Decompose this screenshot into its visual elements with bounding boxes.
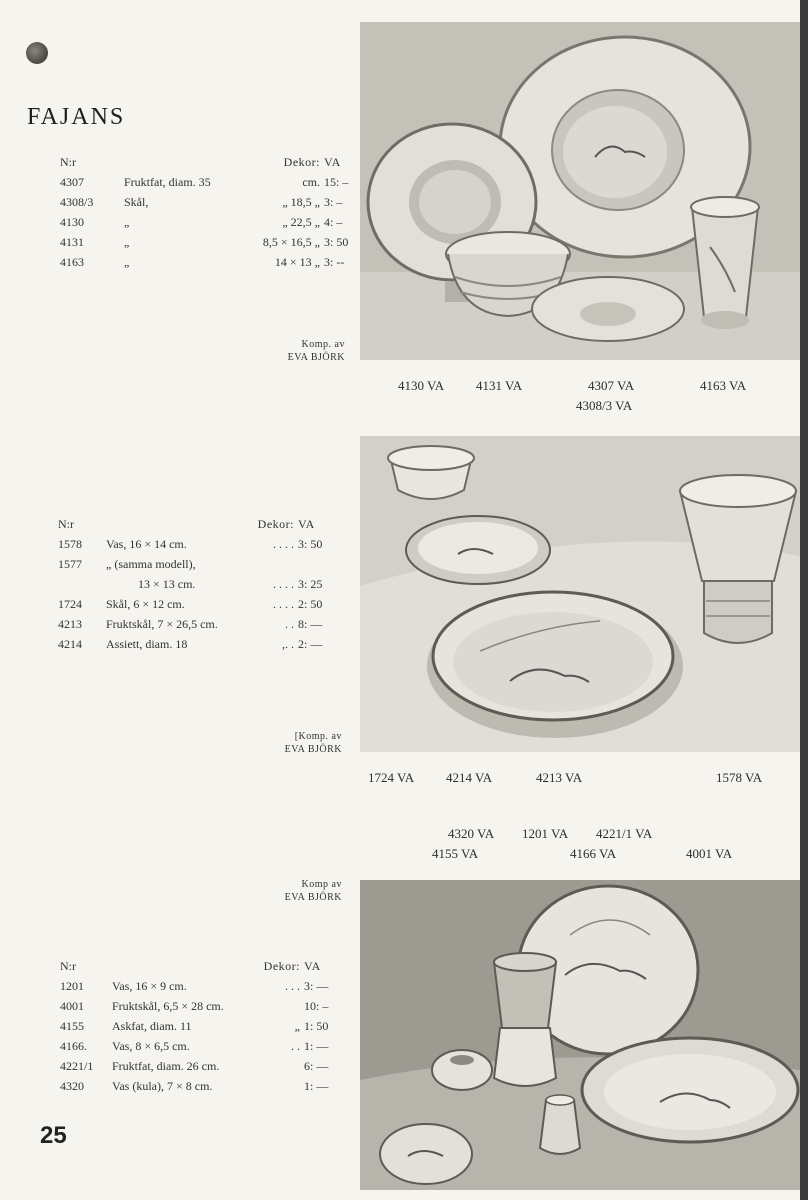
list-item: 4001 Fruktskål, 6,5 × 28 cm. 10: – <box>60 998 329 1013</box>
product-photo-2 <box>360 436 800 752</box>
photo-caption: 4001 VA <box>686 846 733 861</box>
designer-credit-2: [Komp. av EVA BJÖRK <box>284 731 342 755</box>
header-va: VA <box>304 958 321 973</box>
list-item: 4130 „ „ 22,5 „ 4: – <box>60 214 343 229</box>
price-list-3 <box>60 956 344 1096</box>
product-photo-1 <box>360 22 800 360</box>
price-list-2 <box>58 514 336 654</box>
list-item: 4131 „ 8,5 × 16,5 „ 3: 50 <box>60 234 349 249</box>
list-item: 1577 „ (samma modell), <box>58 556 196 571</box>
list-item: 4320 Vas (kula), 7 × 8 cm. 1: — <box>60 1078 329 1093</box>
photo-caption: 4308/3 VA <box>576 398 633 413</box>
header-nr: N:r <box>60 958 76 973</box>
header-nr: N:r <box>58 516 74 531</box>
page-edge <box>800 0 808 1200</box>
designer-credit-3: Komp av EVA BJÖRK <box>284 879 342 903</box>
list-item: 4308/3 Skål, „ 18,5 „ 3: – <box>60 194 343 209</box>
photo-caption: 4320 VA <box>448 826 495 841</box>
photo-caption: 4214 VA <box>446 770 493 785</box>
photo-caption: 4307 VA <box>588 378 635 393</box>
designer-credit-1: Komp. av EVA BJÖRK <box>287 339 345 363</box>
photo-caption: 4163 VA <box>700 378 747 393</box>
photo-caption: 1201 VA <box>522 826 569 841</box>
list-item: 4166. Vas, 8 × 6,5 cm. . . 1: — <box>60 1038 329 1053</box>
list-item: 4221/1 Fruktfat, diam. 26 cm. 6: — <box>60 1058 329 1073</box>
list-item: 1724 Skål, 6 × 12 cm. . . . . 2: 50 <box>58 596 323 611</box>
header-nr: N:r <box>60 154 76 169</box>
list-item: 13 × 13 cm. . . . . 3: 25 <box>138 576 323 591</box>
header-dekor: Dekor: <box>263 958 300 973</box>
price-list-1 <box>60 152 358 272</box>
photo-caption: 4130 VA <box>398 378 445 393</box>
list-item: 4155 Askfat, diam. 11 „ 1: 50 <box>60 1018 329 1033</box>
page-title: FAJANS <box>27 104 126 130</box>
photo-caption: 1724 VA <box>368 770 415 785</box>
header-dekor: Dekor: <box>283 154 320 169</box>
photo-caption: 4221/1 VA <box>596 826 653 841</box>
photo-caption: 1578 VA <box>716 770 763 785</box>
photo-caption: 4213 VA <box>536 770 583 785</box>
list-item: 4307 Fruktfat, diam. 35 cm. 15: – <box>60 174 349 189</box>
list-item: 1201 Vas, 16 × 9 cm. . . . 3: — <box>60 978 329 993</box>
page-number: 25 <box>40 1122 67 1149</box>
header-va: VA <box>324 154 341 169</box>
product-photo-3 <box>360 880 800 1190</box>
photo-caption: 4166 VA <box>570 846 617 861</box>
list-item: 4163 „ 14 × 13 „ 3: -- <box>60 254 345 269</box>
photo-caption: 4131 VA <box>476 378 523 393</box>
header-dekor: Dekor: <box>257 516 294 531</box>
binder-hole <box>26 42 48 64</box>
list-item: 4214 Assiett, diam. 18 ,. . 2: — <box>58 636 323 651</box>
header-va: VA <box>298 516 315 531</box>
list-item: 1578 Vas, 16 × 14 cm. . . . . 3: 50 <box>58 536 323 551</box>
list-item: 4213 Fruktskål, 7 × 26,5 cm. . . 8: — <box>58 616 323 631</box>
photo-caption: 4155 VA <box>432 846 479 861</box>
